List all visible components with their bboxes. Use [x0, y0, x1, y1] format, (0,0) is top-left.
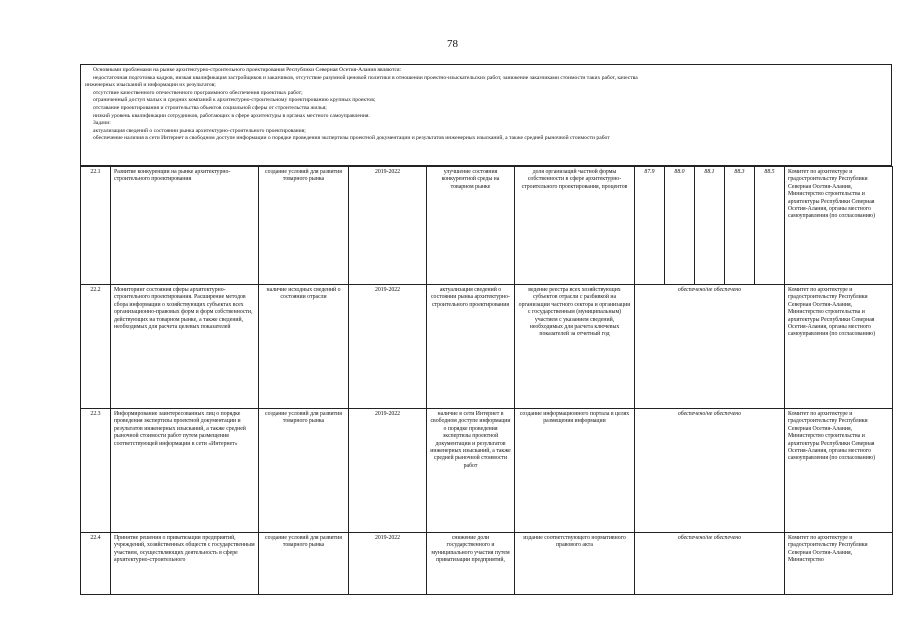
period-cell: 2019-2022: [349, 167, 427, 285]
measure-cell: Информирование заинтересованных лиц о порядке проведения экспертизы проектной документации и результатов инженерных изысканий, а также средней рыночной стоимости работ путем размещения соответствующей информации в сети «Интернет»: [111, 409, 259, 533]
table-row: [81, 409, 893, 533]
intro-line: недостаточная подготовка кадров, низкая квалификация застройщиков и заказчиков, отсутствие разумной ценовой политики в отношении проектно-изыскательских работ, занижение заказчиками стоимости таких работ, качества: [93, 74, 638, 81]
result-cell: актуализация сведений о состоянии рынка архитектурно-строительного проектирования: [427, 285, 515, 409]
measure-cell: Принятие решения о приватизации предприятий, учреждений, хозяйственных обществ с государственным участием, осуществляющих деятельность в сфере архитектурно-строительного: [111, 533, 259, 595]
value-cell: 88.5: [755, 167, 785, 285]
purpose-cell: создание условий для развития товарного рынка: [259, 167, 349, 285]
result-cell: улучшение состояния конкурентной среды на товарном рынке: [427, 167, 515, 285]
intro-line: низкий уровень квалификации сотрудников, работающих в сфере архитектуры в органах местного самоуправления.: [93, 112, 370, 119]
intro-line: актуализация сведений о состоянии рынка архитектурно-строительного проектирования;: [93, 127, 306, 134]
value-cell: 88.0: [665, 167, 695, 285]
purpose-cell: создание условий для развития товарного рынка: [259, 533, 349, 595]
table-row: [81, 285, 893, 409]
measures-table: [80, 166, 893, 595]
responsible-cell: Комитет по архитектуре и градостроительству Республики Северная Осетия-Алания, Министерство строительства и архитектуры Республики Северная Осетия-Алания, органы местного самоуправления (по согласованию): [785, 285, 893, 409]
period-cell: 2019-2022: [349, 533, 427, 595]
intro-line: Основными проблемами на рынке архитектурно-строительного проектирования Республики Северная Осетия-Алания являются:: [93, 67, 402, 73]
measure-cell: Мониторинг состояния сферы архитектурно-строительного проектирования. Расширение методов сбора информации о хозяйствующих субъектах всех организационно-правовых форм и форм собственности, действующих на товарном рынке, а также сведений, необходимых для расчета целевых показателей: [111, 285, 259, 409]
intro-line: ограниченный доступ малых и средних компаний к архитектурно-строительному проектированию крупных проектов;: [93, 97, 376, 104]
indicator-cell: доля организаций частной формы собственности в сфере архитектурно-строительного проектирования, процентов: [515, 167, 635, 285]
page-number: 78: [447, 38, 458, 50]
values-merged-cell: обеспечено/не обеспечено: [635, 409, 785, 533]
row-number: 22.3: [81, 409, 111, 533]
row-number: 22.4: [81, 533, 111, 595]
value-cell: 88.1: [695, 167, 725, 285]
values-merged-cell: обеспечено/не обеспечено: [635, 285, 785, 409]
result-cell: наличие в сети Интернет в свободном доступе информации о порядке проведения экспертизы проектной документации и результатов инженерных изысканий, а также средней рыночной стоимости работ: [427, 409, 515, 533]
table-row: [81, 533, 893, 595]
row-number: 22.1: [81, 167, 111, 285]
purpose-cell: наличие исходных сведений о состоянии отрасли: [259, 285, 349, 409]
responsible-cell: Комитет по архитектуре и градостроительству Республики Северная Осетия-Алания, Министерство: [785, 533, 893, 595]
indicator-cell: издание соответствующего нормативного правового акта: [515, 533, 635, 595]
intro-line: инженерных изысканий и информации их результатов;: [85, 82, 216, 89]
indicator-cell: создание информационного портала в целях размещения информации: [515, 409, 635, 533]
intro-line: обеспечение наличия в сети Интернет в свободном доступе информации о порядке проведения экспертизы проектной документации и результатов инженерных изысканий, а также средней рыночной стоимости работ: [93, 135, 610, 142]
intro-line: отсутствие качественного отечественного программного обеспечения проектных работ;: [93, 89, 303, 96]
value-cell: 87.9: [635, 167, 665, 285]
values-merged-cell: обеспечено/не обеспечено: [635, 533, 785, 595]
period-cell: 2019-2022: [349, 409, 427, 533]
problems-and-tasks-block: [80, 64, 892, 166]
row-number: 22.2: [81, 285, 111, 409]
purpose-cell: создание условий для развития товарного рынка: [259, 409, 349, 533]
indicator-cell: ведение реестра всех хозяйствующих субъектов отрасли с разбивкой на организации частного сектора и организации с государственным (муниципальным) участием с указанием сведений, необходимых для расчета ключевых показателей за отчетный год: [515, 285, 635, 409]
responsible-cell: Комитет по архитектуре и градостроительству Республики Северная Осетия-Алания, Министерство строительства и архитектуры Республики Северная Осетия-Алания, органы местного самоуправления (по согласованию): [785, 167, 893, 285]
value-cell: 88.3: [725, 167, 755, 285]
responsible-cell: Комитет по архитектуре и градостроительству Республики Северная Осетия-Алания, Министерство строительства и архитектуры Республики Северная Осетия-Алания, органы местного самоуправления (по согласованию): [785, 409, 893, 533]
intro-line: Задачи:: [93, 120, 111, 127]
measure-cell: Развитие конкуренции на рынке архитектурно-строительного проектирования: [111, 167, 259, 285]
period-cell: 2019-2022: [349, 285, 427, 409]
result-cell: снижение доли государственного и муниципального участия путем приватизации предприятий,: [427, 533, 515, 595]
table-row: [81, 167, 893, 285]
intro-line: отставание проектирования и строительства объектов социальной сферы от строительства жилья;: [93, 104, 327, 111]
